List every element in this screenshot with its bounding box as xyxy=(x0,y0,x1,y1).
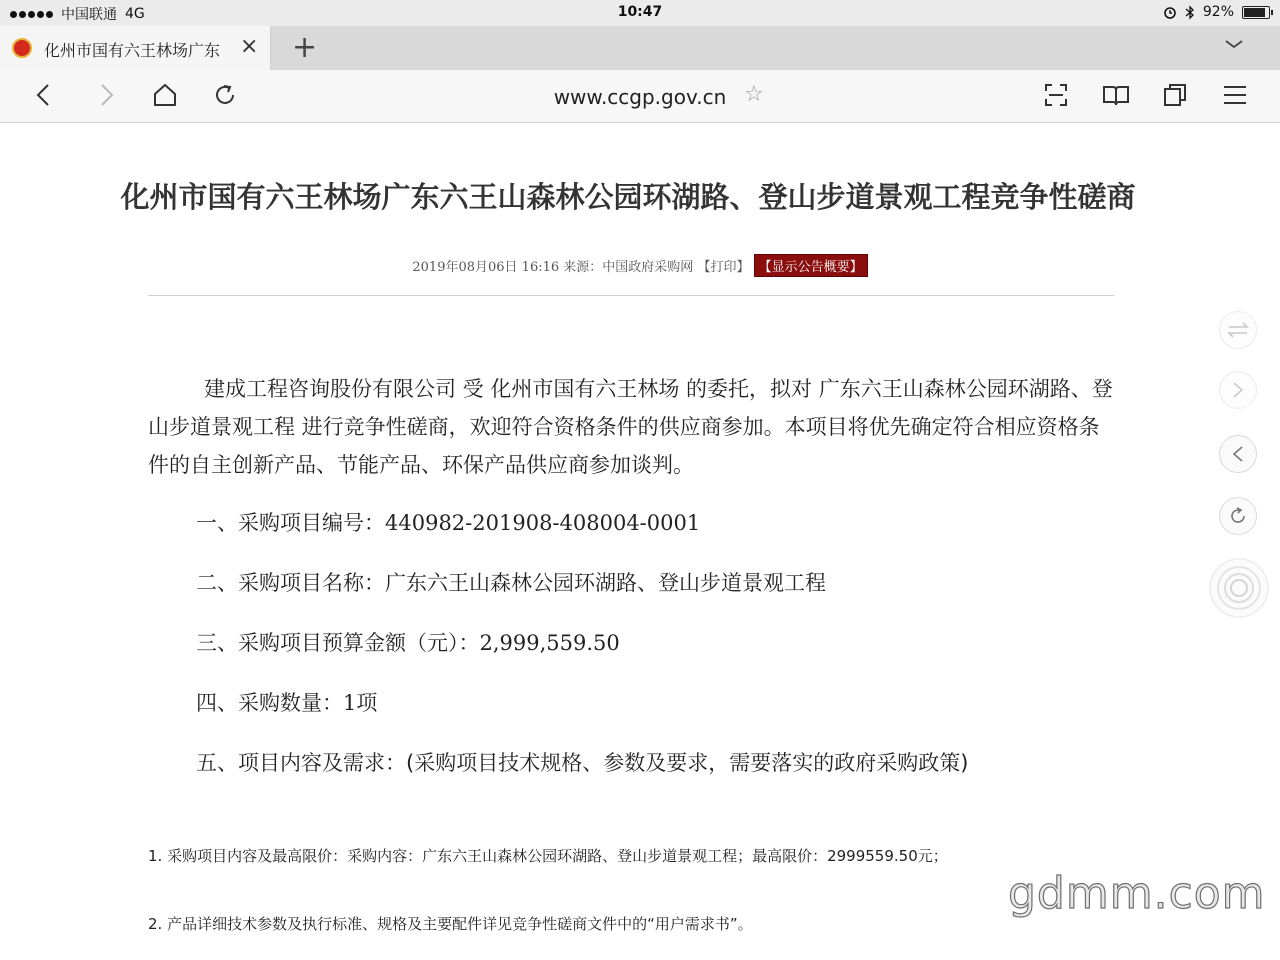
address-bar[interactable]: www.ccgp.gov.cn xyxy=(553,85,727,109)
bookmark-star-icon[interactable]: ☆ xyxy=(744,82,764,107)
item-label: 三、采购项目预算金额（元）： xyxy=(196,631,480,655)
divider xyxy=(148,295,1114,296)
refresh-icon xyxy=(1228,506,1248,526)
item-quantity xyxy=(196,687,377,717)
site-emblem-icon xyxy=(12,38,32,58)
battery-icon xyxy=(1242,6,1270,19)
close-tab-button[interactable]: × xyxy=(240,34,259,59)
item-label: 四、采购数量： xyxy=(196,691,343,715)
new-tab-button[interactable]: + xyxy=(292,30,318,65)
item-label: 二、采购项目名称： xyxy=(196,571,385,595)
source-label: 来源：中国政府采购网 xyxy=(563,260,694,275)
page-forward-button[interactable] xyxy=(1219,371,1257,409)
chevron-left-icon xyxy=(1232,445,1244,463)
note-1: 1. 采购项目内容及最高限价：采购内容：广东六王山森林公园环湖路、登山步道景观工程；最高限价：2999559.50元； xyxy=(148,847,948,865)
item-label: 五、项目内容及需求： xyxy=(196,751,406,775)
alarm-icon xyxy=(1163,5,1177,19)
item-requirements xyxy=(196,747,968,777)
item-value: 广东六王山森林公园环湖路、登山步道景观工程 xyxy=(385,571,826,595)
item-value: (采购项目技术规格、参数及要求，需要落实的政府采购政策) xyxy=(406,751,969,775)
show-summary-button[interactable]: 【显示公告概要】 xyxy=(754,254,868,277)
publish-date: 2019年08月06日 16:16 xyxy=(412,260,560,275)
note-2: 2. 产品详细技术参数及执行标准、规格及主要配件详见竞争性磋商文件中的“用户需求书”。 xyxy=(148,915,753,933)
item-project-name xyxy=(196,567,826,597)
item-budget xyxy=(196,627,620,657)
tab-active[interactable] xyxy=(0,26,271,70)
status-right xyxy=(1163,4,1270,20)
nav-bar xyxy=(0,70,1280,123)
chevron-right-icon xyxy=(1232,381,1244,399)
swap-arrows-button[interactable] xyxy=(1219,311,1257,349)
item-project-number xyxy=(196,507,700,537)
swap-arrows-icon xyxy=(1227,322,1249,338)
item-value: 1 xyxy=(343,691,357,715)
item-value: 440982-201908-408004-0001 xyxy=(385,511,701,535)
bluetooth-icon xyxy=(1185,5,1195,20)
tabs-icon[interactable] xyxy=(1162,82,1188,108)
intro-paragraph: 建成工程咨询股份有限公司 受 化州市国有六王林场 的委托，拟对 广东六王山森林公园环湖路、登山步道景观工程 进行竞争性磋商，欢迎符合资格条件的供应商参加。本项目将优先确定符合相应资格条件的自主创新产品、节能产品、环保产品供应商参加谈判。 xyxy=(148,377,1113,477)
clock: 10:47 xyxy=(617,4,663,20)
battery-percent: 92% xyxy=(1202,4,1234,20)
item-label: 一、采购项目编号： xyxy=(196,511,385,535)
scan-icon[interactable] xyxy=(1043,82,1069,108)
carrier-label: 中国联通 xyxy=(61,7,117,23)
article-meta xyxy=(0,254,1280,277)
page-back-button[interactable] xyxy=(1219,435,1257,473)
refresh-float-button[interactable] xyxy=(1219,497,1257,535)
item-value: 2,999,559.50 xyxy=(479,631,620,655)
tab-bar xyxy=(0,26,1280,71)
item-unit: 项 xyxy=(356,691,378,715)
menu-icon[interactable] xyxy=(1222,82,1248,108)
assistive-touch-icon[interactable] xyxy=(1208,557,1270,619)
status-bar xyxy=(0,0,1280,26)
page-title: 化州市国有六王林场广东六王山森林公园环湖路、登山步道景观工程竞争性磋商 xyxy=(120,180,1136,214)
chevron-down-icon[interactable] xyxy=(1224,38,1244,50)
network-label: 4G xyxy=(125,6,145,22)
watermark: gdmm.com xyxy=(1008,868,1266,919)
tab-title: 化州市国有六王林场广东 xyxy=(44,41,221,60)
print-link[interactable]: 【打印】 xyxy=(697,260,750,275)
reader-book-icon[interactable] xyxy=(1102,82,1130,108)
